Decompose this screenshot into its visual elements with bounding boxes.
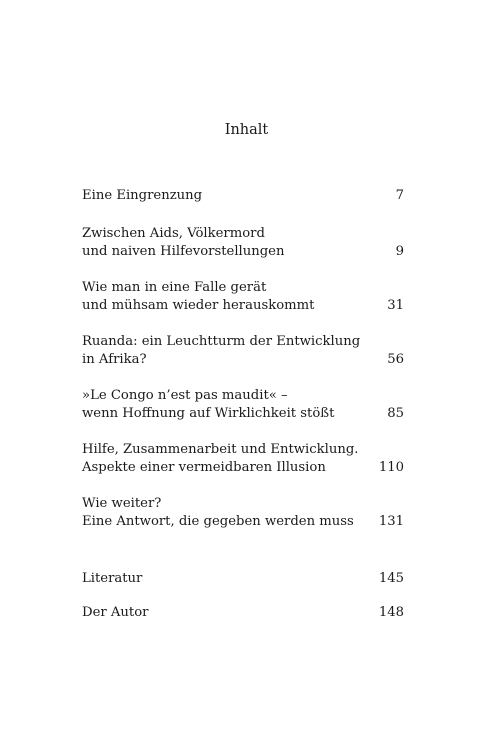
toc-entry-title-line: Aspekte einer vermeidbaren Illusion: [82, 460, 326, 475]
toc-entry-page: 110: [378, 460, 404, 475]
toc-entry-title-line: und mühsam wieder herauskommt: [82, 298, 315, 313]
toc-entry-page: 148: [378, 605, 404, 620]
toc-entry: [82, 441, 404, 477]
toc-entry: [82, 279, 404, 315]
toc-entry-title-line: Eine Antwort, die gegeben werden muss: [82, 514, 354, 529]
toc-entry-page: 131: [378, 514, 404, 529]
toc-entry-title-line: Ruanda: ein Leuchtturm der Entwicklung: [82, 334, 361, 349]
toc-entry-page: 9: [395, 244, 404, 259]
toc-entry-page: 145: [378, 571, 404, 586]
toc-entry-title-line: wenn Hoffnung auf Wirklichkeit stößt: [82, 406, 335, 421]
toc-title: Inhalt: [224, 122, 269, 138]
toc-entry-title-line: »Le Congo n’est pas maudit« –: [82, 388, 288, 403]
toc-entry-title-line: Hilfe, Zusammenarbeit und Entwicklung.: [82, 442, 359, 457]
toc-entry-title-line: Wie man in eine Falle gerät: [82, 280, 267, 295]
toc-entry: [82, 495, 404, 531]
toc-entry-page: 85: [387, 406, 404, 421]
toc-entry: [82, 333, 404, 369]
toc-entry-title: Literatur: [82, 571, 143, 586]
toc-entry-title-line: in Afrika?: [82, 352, 147, 367]
toc-entry: [82, 187, 404, 205]
toc-entry-title-line: Zwischen Aids, Völkermord: [82, 226, 265, 241]
toc-entry-page: 31: [387, 298, 404, 313]
toc-entry-title: Der Autor: [82, 605, 149, 620]
toc-entry: [82, 570, 404, 588]
toc-entry-title: Eine Eingrenzung: [82, 188, 203, 203]
toc-entry-title-line: Wie weiter?: [82, 496, 162, 511]
toc-entry-title-line: und naiven Hilfevorstellungen: [82, 244, 285, 259]
toc-entry: [82, 604, 404, 622]
toc-entry: [82, 225, 404, 261]
toc-entry: [82, 387, 404, 423]
toc-entry-page: 7: [395, 188, 404, 203]
toc-entry-page: 56: [387, 352, 404, 367]
